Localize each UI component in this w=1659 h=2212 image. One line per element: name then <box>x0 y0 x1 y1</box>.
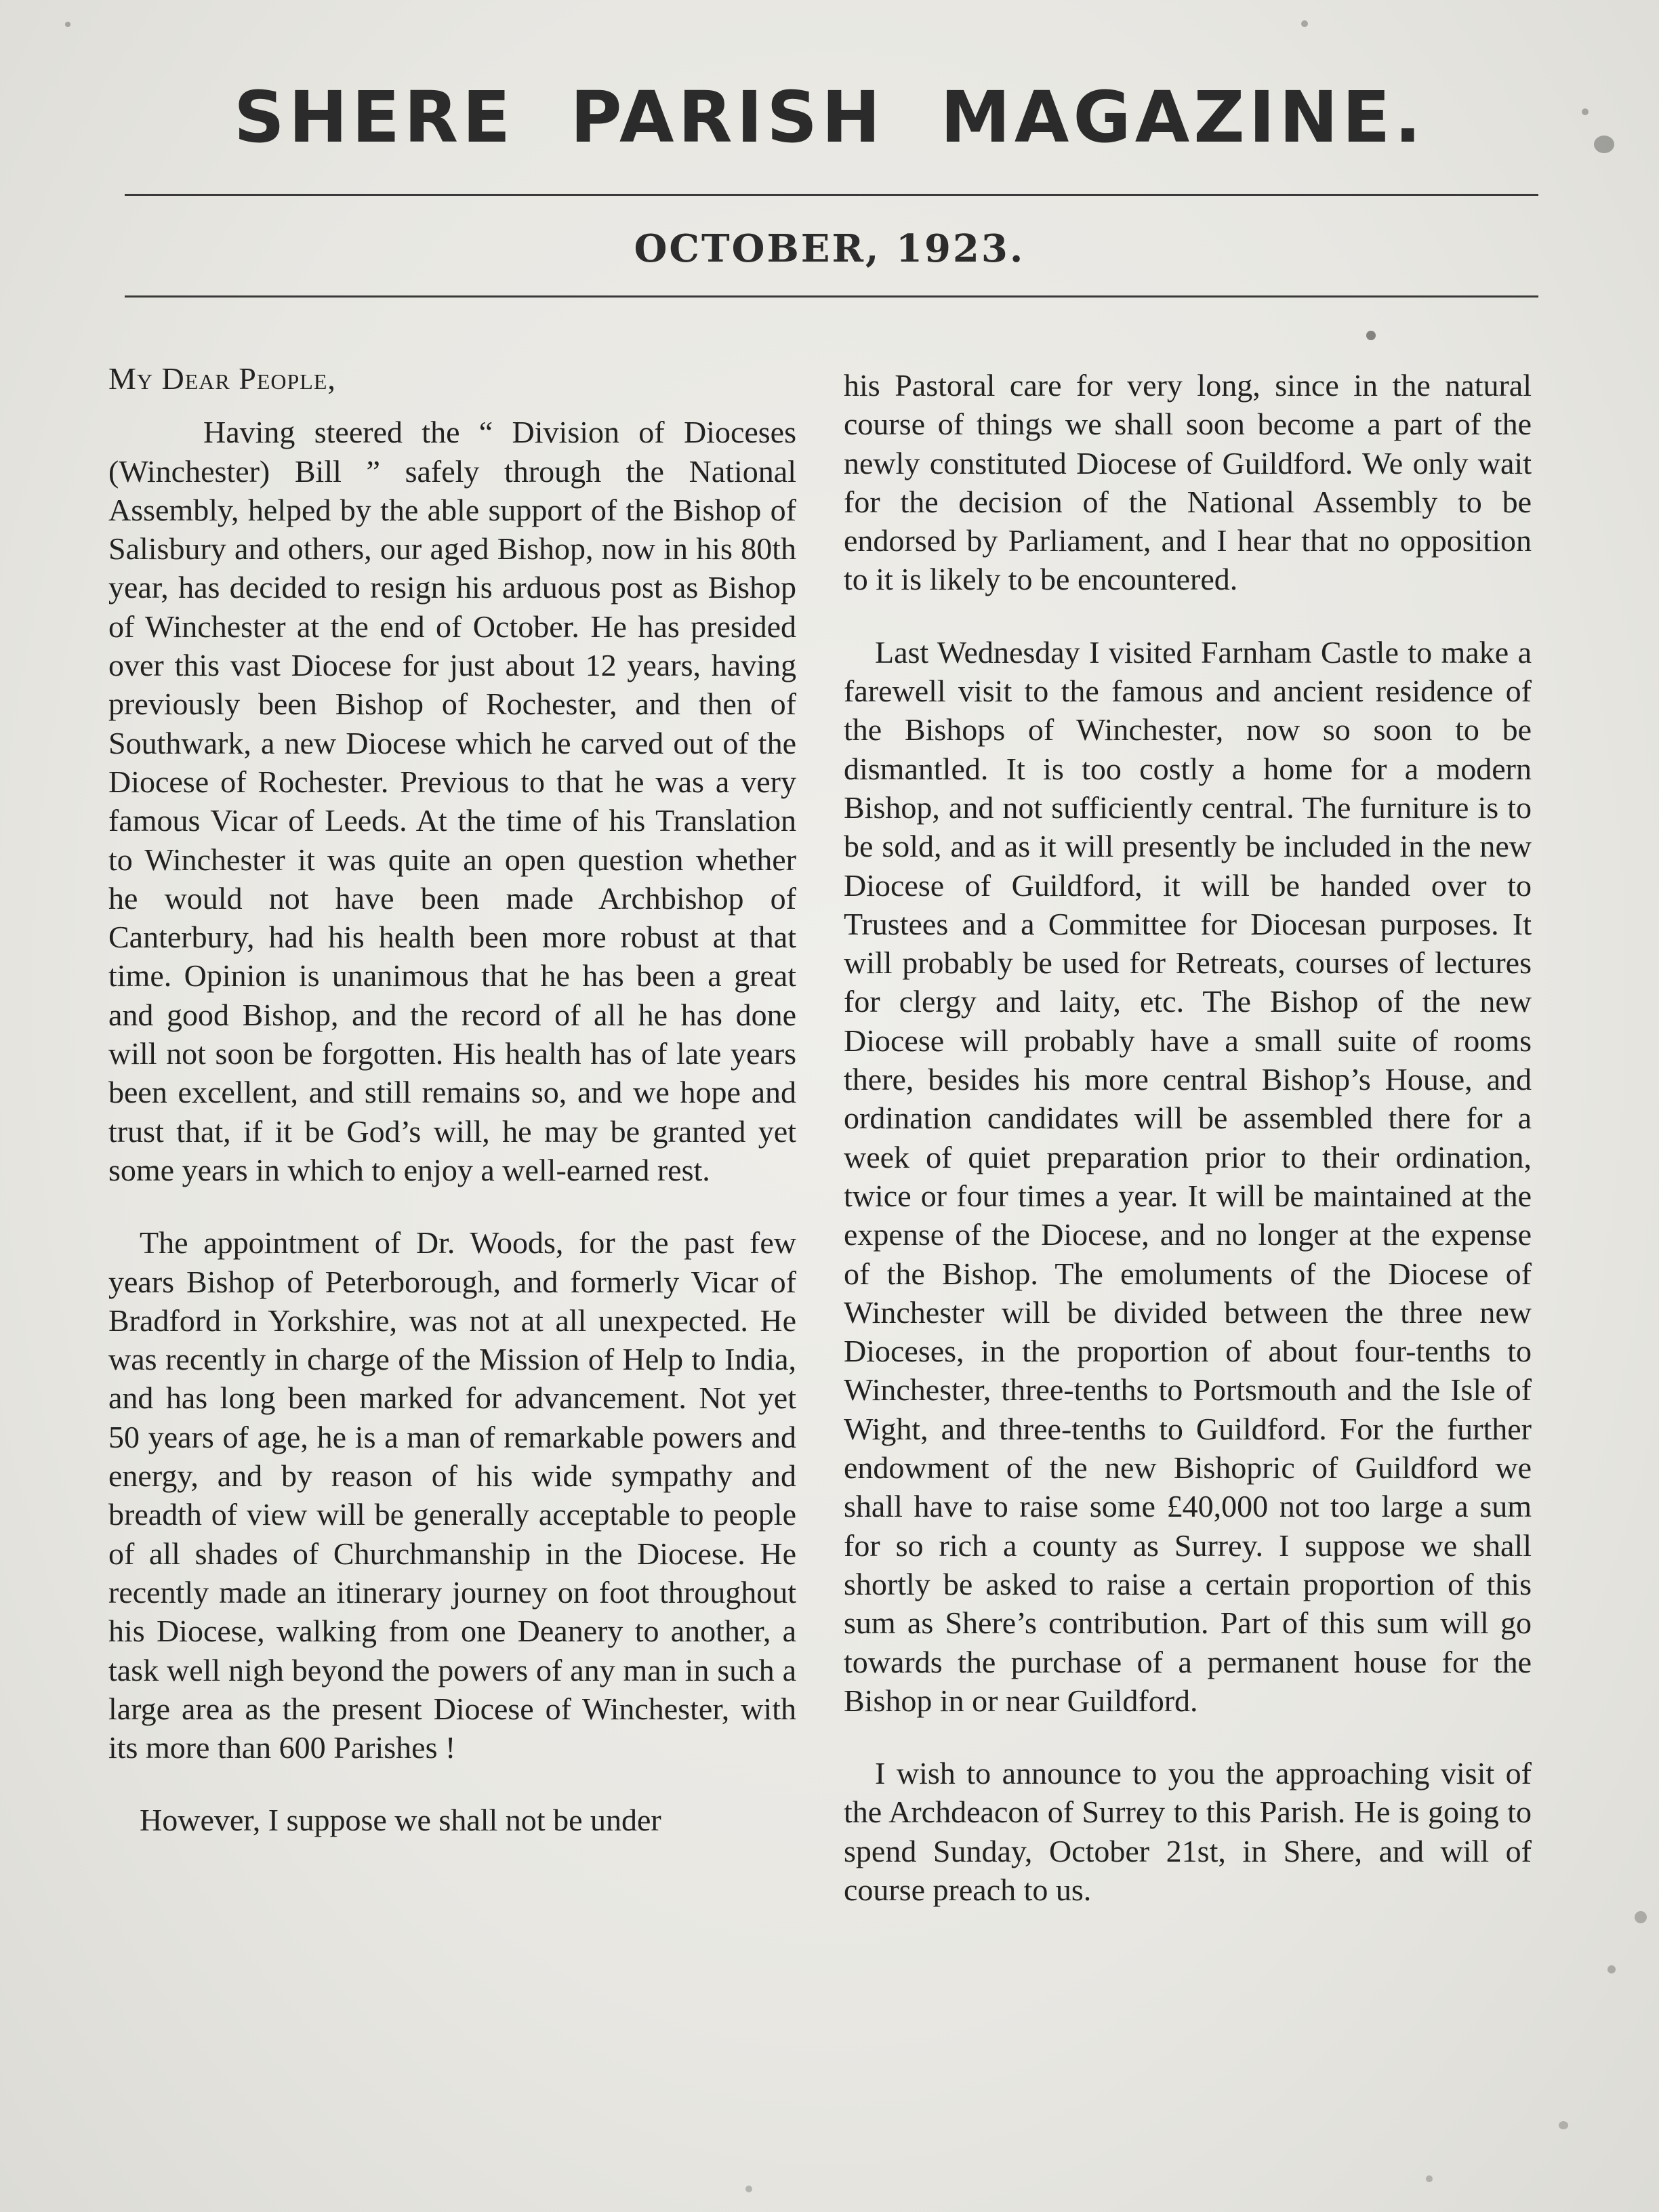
paper-speck <box>1594 136 1614 153</box>
date-rule <box>125 295 1538 298</box>
paragraph-archdeacon-visit: I wish to announce to you the approaching visit of the Archdeacon of Surrey to this Parish. He is going to spend Sunday, October 21st, in Shere, and will of course preach to us. <box>844 1756 1532 1907</box>
left-column <box>108 359 796 1840</box>
paragraph-farnham-castle: Last Wednesday I visited Farnham Castle to make a farewell visit to the famous and ancient residence of the Bishops of Winchester, now so soon to be dismantled. It is too costly a home for a modern Bishop, and not sufficiently central. The furniture is to be sold, and as it will presently be included in the new Diocese of Guildford, it will be handed over to Trustees and a Committee for Diocesan purposes. It will probably be used for Retreats, courses of lectures for clergy and laity, etc. The Bishop of the new Diocese will probably have a small suite of rooms there, besides his more central Bishop’s House, and ordination candidates will be assembled there for a week of quiet preparation prior to their ordination, twice or four times a year. It will be maintained at the expense of the Diocese, and no longer at the expense of the Bishop. The emoluments of the Diocese of Winchester will be divided between the three new Dioceses, in the proportion of about four-tenths to Winchester, three-tenths to Portsmouth and the Isle of Wight, and three-tenths to Guildford. For the further endowment of the new Bishopric of Guildford we shall have to raise some £40,000 not too large a sum for so rich a county as Surrey. I suppose we shall shortly be asked to raise a certain proportion of this sum as Shere’s contribution. Part of this sum will go towards the purchase of a permanent house for the Bishop in or near Guildford. <box>844 634 1532 1718</box>
paper-speck <box>1635 1911 1647 1923</box>
paper-speck <box>1426 2175 1433 2182</box>
paragraph-pastoral-care-continued: his Pastoral care for very long, since in the natural course of things we shall soon become a part of the newly constituted Diocese of Guildford. We only wait for the decision of the National Assembly to be endorsed by Parliament, and I hear that no opposition to it is likely to be encountered. <box>844 368 1532 597</box>
paragraph-pastoral-care-start: However, I suppose we shall not be under <box>140 1803 661 1838</box>
paper-speck <box>1301 20 1308 27</box>
magazine-title: SHERE PARISH MAGAZINE. <box>234 76 1425 159</box>
paragraph-bishop-resignation: Having steered the “ Division of Dioceses (Winchester) Bill ” safely through the National Assembly, helped by the able support of the Bishop of Salisbury and others, our aged Bishop, now in his 80th year, has decided to resign his arduous post as Bishop of Winchester at the end of October. He has presided over this vast Diocese for just about 12 years, having previously been Bishop of Rochester, and then of Southwark, a new Diocese which he carved out of the Diocese of Rochester. Previous to that he was a very famous Vicar of Leeds. At the time of his Translation to Winchester it was quite an open question whether he would not have been made Archbishop of Canterbury, had his health been more robust at that time. Opinion is unanimous that he has been a great and good Bishop, and the record of all he has done will not soon be forgotten. His health has of late years been excellent, and still remains so, and we hope and trust that, if it be God’s will, he may be granted yet some years in which to enjoy a well-earned rest. <box>108 415 796 1187</box>
paper-speck <box>65 22 70 27</box>
title-rule <box>125 194 1538 196</box>
paper-speck <box>1366 331 1376 340</box>
paper-speck <box>1582 108 1589 115</box>
paper-speck <box>1559 2121 1568 2129</box>
issue-date: OCTOBER, 1923. <box>634 226 1025 271</box>
paper-speck <box>1607 1965 1616 1973</box>
paragraph-dr-woods-appointment: The appointment of Dr. Woods, for the past few years Bishop of Peterborough, and formerly Vicar of Bradford in Yorkshire, was not at all unexpected. He was recently in charge of the Mission of Help to India, and has long been marked for advancement. Not yet 50 years of age, he is a man of remarkable powers and energy, and by reason of his wide sympathy and breadth of view will be generally acceptable to people of all shades of Churchmanship in the Diocese. He recently made an itinerary journey on foot throughout his Diocese, walking from one Deanery to another, a task well nigh beyond the powers of any man in such a large area as the present Diocese of Winchester, with its more than 600 Parishes ! <box>108 1225 796 1765</box>
salutation: My Dear People, <box>108 361 336 396</box>
right-column <box>844 366 1532 1909</box>
paper-speck <box>745 2186 752 2192</box>
